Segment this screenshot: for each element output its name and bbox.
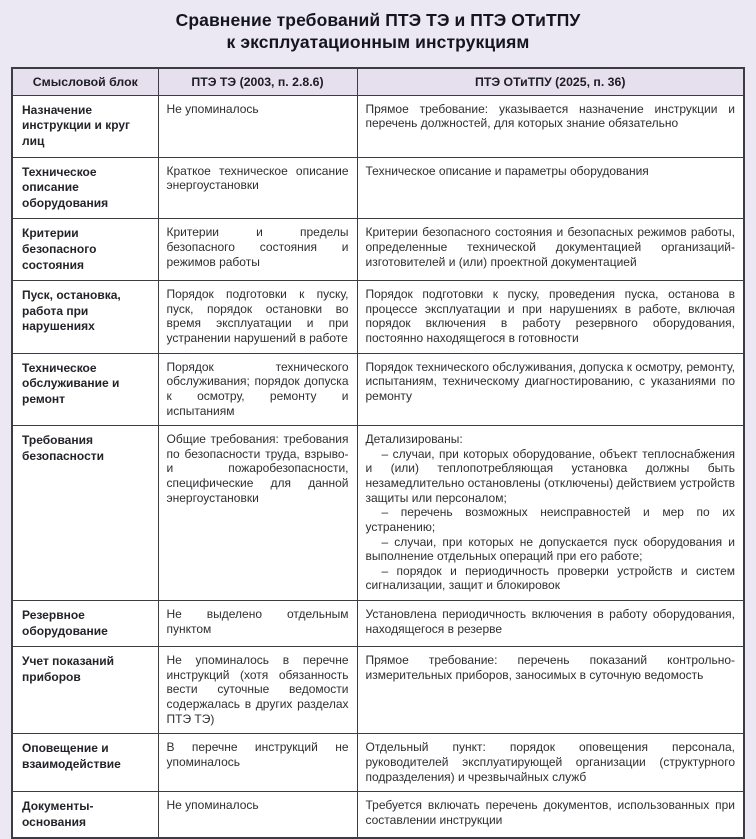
cell-block: Документы-основания — [12, 792, 158, 839]
cell-block: Учет показаний приборов — [12, 647, 158, 734]
detail-bullet: – перечень возможных неисправностей и мер по их устранению; — [365, 505, 735, 534]
cell-pte-otitpu: Прямое требование: перечень показаний контрольно-измерительных приборов, заносимых в суточную ведомость — [357, 647, 744, 734]
table-row — [12, 647, 744, 734]
cell-pte-te: Порядок технического обслуживания; порядок допуска к осмотру, ремонту и испытаниям — [158, 353, 357, 426]
cell-pte-te: Краткое техническое описание энергоустановки — [158, 157, 357, 219]
cell-block: Требования безопасности — [12, 426, 158, 601]
cell-pte-te: Критерии и пределы безопасного состояния и режимов работы — [158, 219, 357, 281]
table-row — [12, 601, 744, 647]
page-title — [11, 9, 745, 54]
cell-block: Резервное оборудование — [12, 601, 158, 647]
table-row — [12, 95, 744, 157]
page-title-line-1: Сравнение требований ПТЭ ТЭ и ПТЭ ОТиТПУ — [175, 10, 581, 30]
table-row — [12, 792, 744, 839]
cell-pte-te: Не упоминалось — [158, 792, 357, 839]
cell-pte-otitpu: Критерии безопасного состояния и безопасных режимов работы, определенные технической документацией организаций-изготовителей и (или) проектной документацией — [357, 219, 744, 281]
cell-pte-otitpu: Порядок технического обслуживания, допуска к осмотру, ремонту, испытаниям, техническому диагностированию, с указаниями по ремонту — [357, 353, 744, 426]
table-row — [12, 219, 744, 281]
table-header-row — [12, 68, 744, 96]
table-row — [12, 281, 744, 354]
cell-block: Критерии безопасного состояния — [12, 219, 158, 281]
cell-block: Пуск, остановка, работа при нарушениях — [12, 281, 158, 354]
cell-pte-otitpu: Установлена периодичность включения в работу оборудования, находящегося в резерве — [357, 601, 744, 647]
cell-pte-te: Порядок подготовки к пуску, пуск, порядок остановки во время эксплуатации и при устранении нарушений в работе — [158, 281, 357, 354]
detail-intro: Детализированы: — [365, 432, 463, 447]
cell-pte-te: Не упоминалось — [158, 95, 357, 157]
column-header-block: Смысловой блок — [12, 68, 158, 96]
cell-block: Оповещение и взаимодействие — [12, 734, 158, 792]
cell-pte-te: Не упоминалось в перечне инструкций (хотя обязанность вести суточные ведомости содержалась в других разделах ПТЭ ТЭ) — [158, 647, 357, 734]
cell-block: Техническое обслуживание и ремонт — [12, 353, 158, 426]
table-row — [12, 734, 744, 792]
detail-bullet: – случаи, при которых оборудование, объект теплоснабжения и (или) теплопотребляющая установка должны быть незамедлительно остановлены (отключены) действием устройств защиты или персоналом; — [365, 446, 736, 505]
cell-pte-te: Не выделено отдельным пунктом — [158, 601, 357, 647]
detail-bullet: – случаи, при которых не допускается пуск оборудования и выполнение отдельных операций при его работе; — [365, 534, 735, 564]
detail-bullet: – порядок и периодичность проверки устройств и систем сигнализации, защит и блокировок — [365, 563, 735, 593]
page-title-line-2: к эксплуатационным инструкциям — [226, 32, 530, 53]
column-header-pte-te: ПТЭ ТЭ (2003, п. 2.8.6) — [158, 68, 357, 96]
cell-pte-otitpu: Прямое требование: указывается назначение инструкции и перечень должностей, для которых знание обязательно — [357, 95, 744, 157]
cell-pte-otitpu — [357, 426, 744, 601]
cell-pte-otitpu: Порядок подготовки к пуску, проведения пуска, останова в процессе эксплуатации и при нарушениях в работе, включая порядок включения в работу резервного оборудования, постоянно находящегося в готовности — [357, 281, 744, 354]
column-header-pte-otitpu: ПТЭ ОТиТПУ (2025, п. 36) — [357, 68, 744, 96]
cell-block: Назначение инструкции и круг лиц — [12, 95, 158, 157]
table-row — [12, 157, 744, 219]
comparison-table — [11, 67, 745, 839]
cell-pte-otitpu: Техническое описание и параметры оборудования — [357, 157, 744, 219]
cell-pte-otitpu: Требуется включать перечень документов, использованных при составлении инструкции — [357, 792, 744, 839]
table-row — [12, 426, 744, 601]
cell-pte-te: В перечне инструкций не упоминалось — [158, 734, 357, 792]
cell-pte-otitpu: Отдельный пункт: порядок оповещения персонала, руководителей эксплуатирующей организации (структурного подразделения) и чрезвычайных служб — [357, 734, 744, 792]
cell-block: Техническое описание оборудования — [12, 157, 158, 219]
table-row — [12, 353, 744, 426]
cell-pte-te: Общие требования: требования по безопасности труда, взрыво- и пожаробезопасности, специфические для данной энергоустановки — [158, 426, 357, 601]
